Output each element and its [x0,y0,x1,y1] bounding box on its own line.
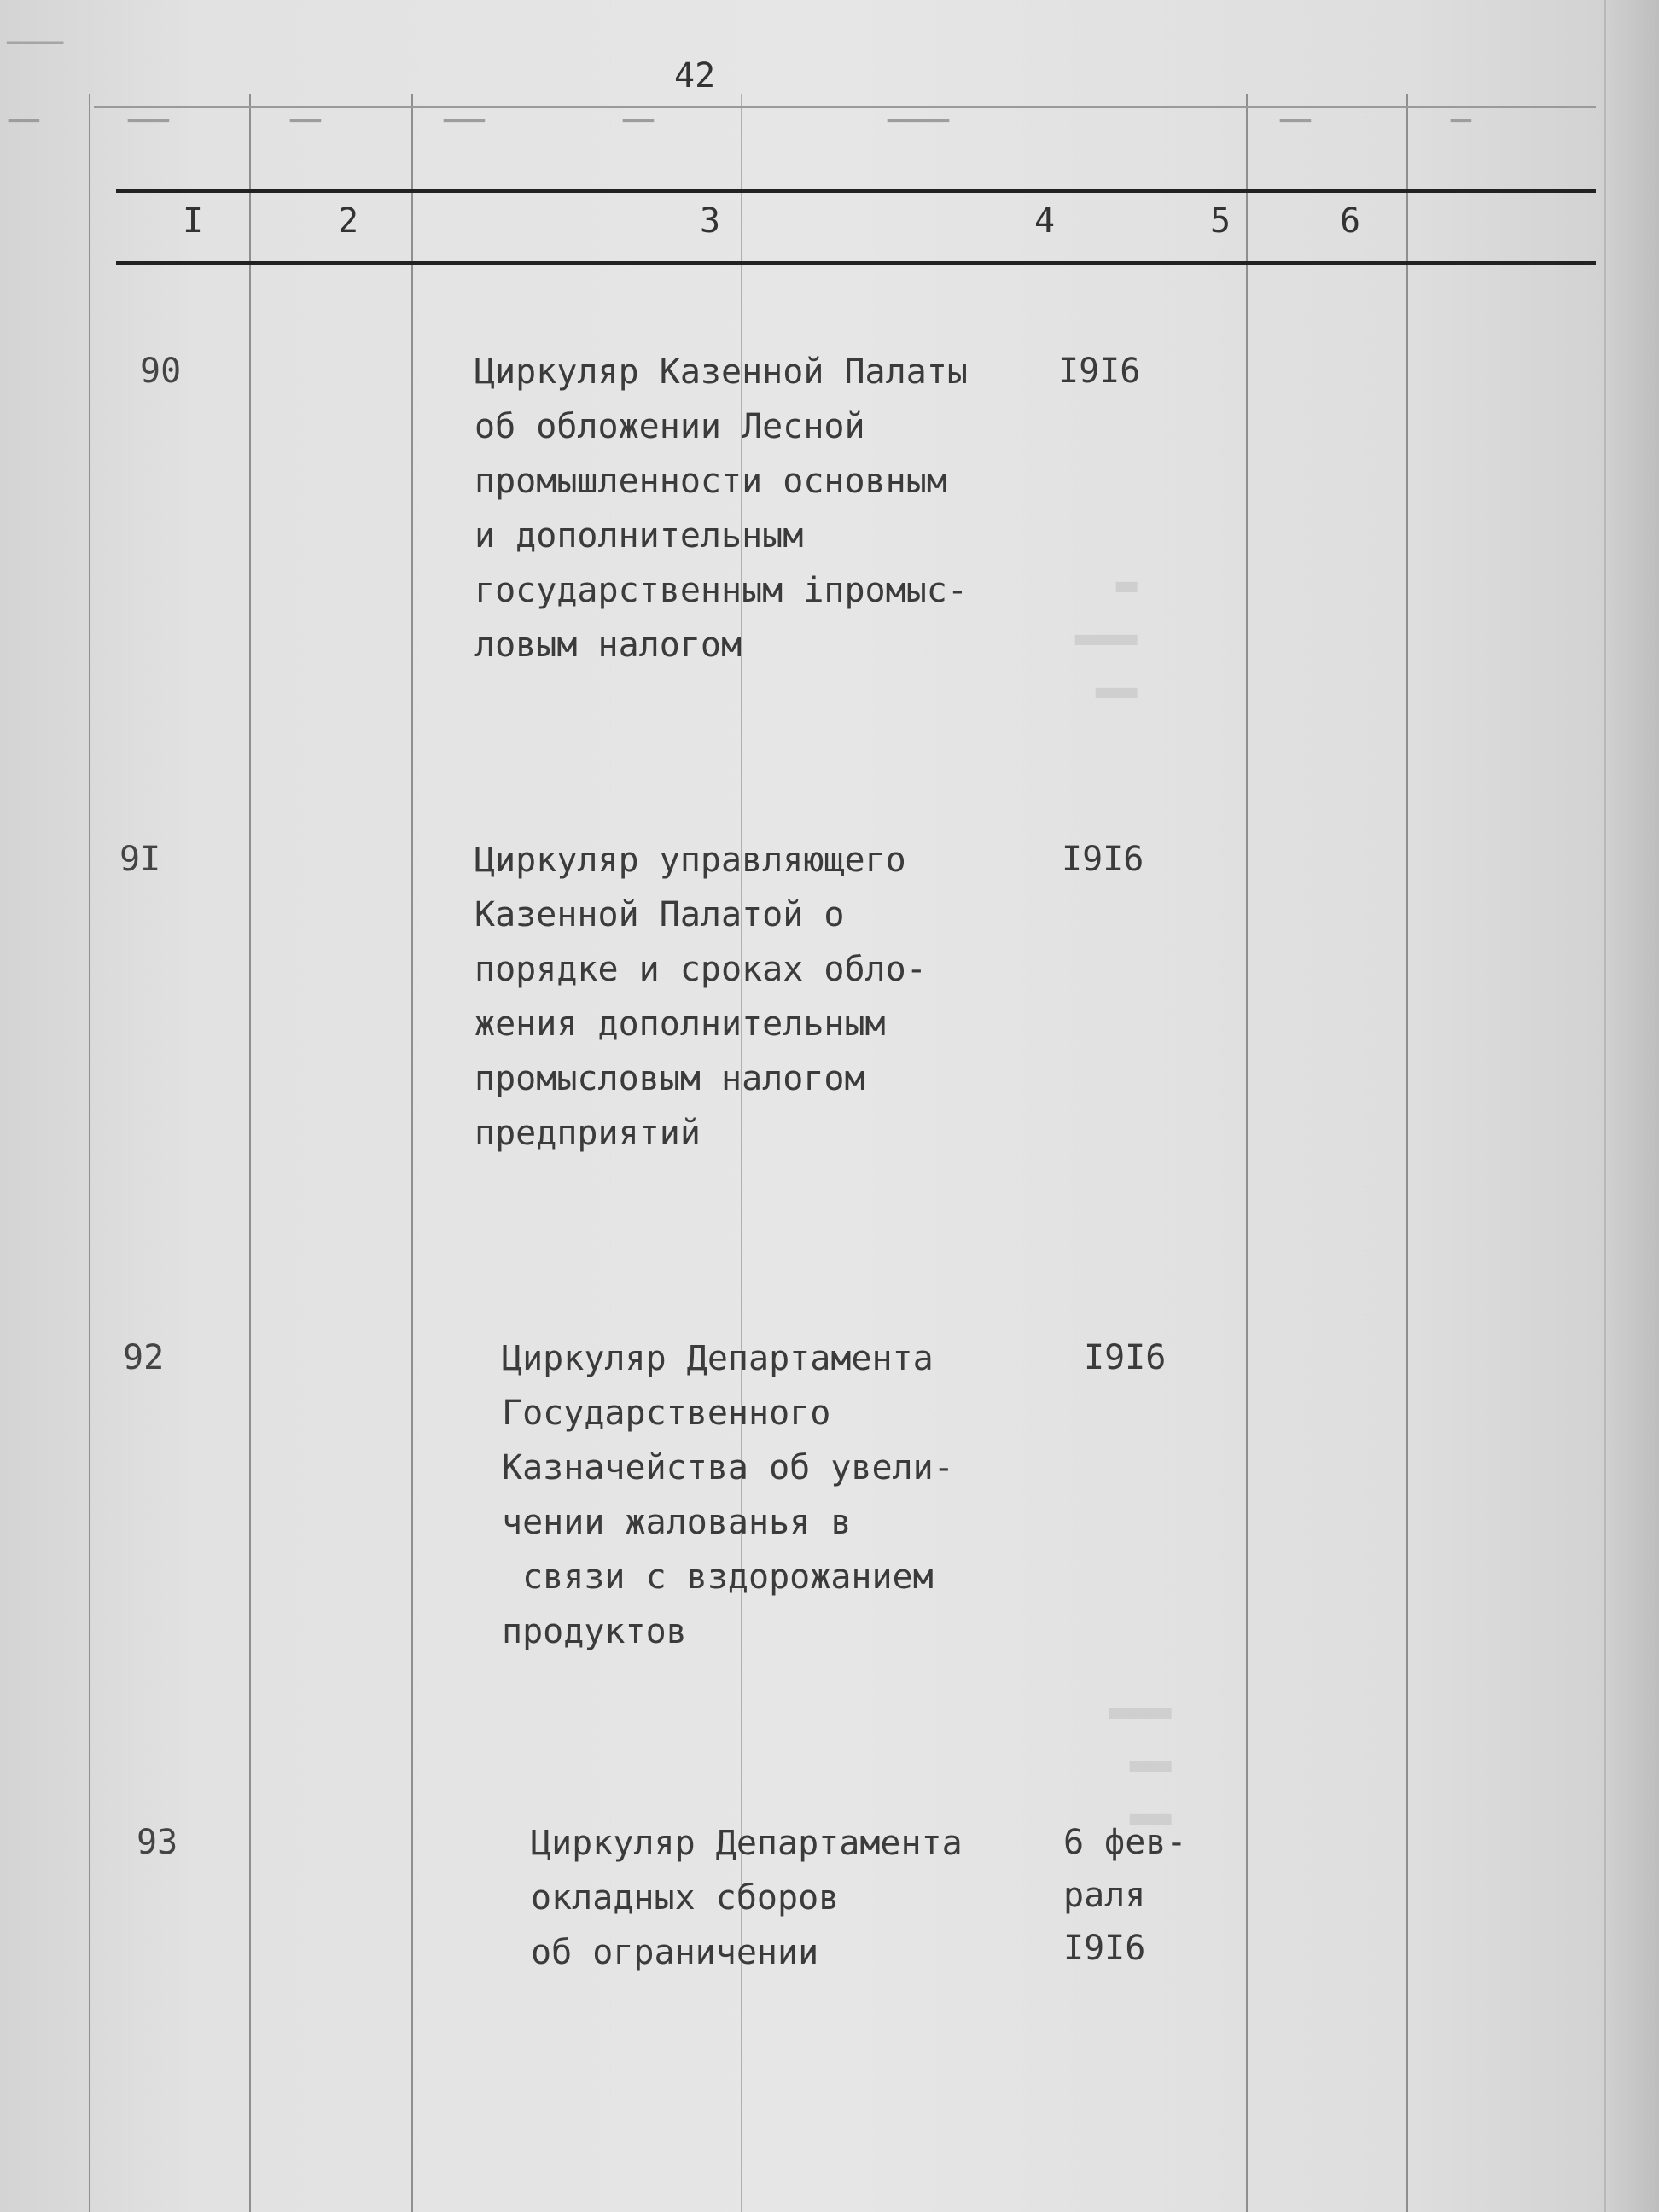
column-number-6: 6 [1340,201,1361,241]
ghost-header-7: ▁▁▁ [1280,119,1312,140]
entry-title: Циркуляр Департамента окладных сборов об ограничении [531,1824,963,1972]
column-number-1: I [183,201,204,241]
entry-date: I9I6 [1058,352,1141,391]
column-rule-1 [89,94,90,2212]
ghost-header-2: ▁▁▁▁ [128,119,170,140]
column-number-3: 3 [700,201,721,241]
bleed-through-2: ▂▂▂ ▂▂ ▂▂ [1109,1679,1172,1825]
entry-title: Циркуляр Департамента Государственного Казначейства об увели- чении жалованья в связи с вздорожанием продуктов [502,1339,954,1651]
column-number-4: 4 [1034,201,1056,241]
entry-number: 93 [137,1823,178,1862]
entry-date: 6 фев- раля I9I6 [1063,1823,1187,1968]
bleed-through-1: ▂ ▂▂▂ ▂▂ [1075,553,1138,698]
header-rule-upper [116,189,1596,193]
column-rule-5 [1406,94,1408,2212]
entry-title: Циркуляр Казенной Палаты об обложении Лесной промышленности основным и дополнительным государственным iпромыс- ловым налогом [474,352,968,665]
entry-title: Циркуляр управляющего Казенной Палатой о порядке и сроках обло- жения дополнительным промысловым налогом предприятий [474,841,927,1153]
ghost-header-3: ▁▁▁ [290,119,322,140]
entry-number: 9I [119,840,161,879]
entry-date: I9I6 [1084,1338,1167,1377]
column-rule-2 [249,94,251,2212]
header-rule-top [94,106,1596,108]
entry-number: 92 [123,1338,165,1377]
ghost-header-4: ▁▁▁▁ [444,119,486,140]
adjacent-page-edge [1604,0,1659,2212]
column-rule-4 [1246,94,1248,2212]
column-rule-3 [411,94,413,2212]
entry-number: 90 [140,352,182,391]
ghost-header-5: ▁▁▁ [623,119,655,140]
header-rule-lower [116,261,1596,265]
ghost-header-1: ▁▁▁ [9,119,40,140]
page-number: 42 [674,56,716,96]
column-number-2: 2 [338,201,359,241]
ghost-header-8: ▁▁ [1451,119,1472,140]
column-number-5: 5 [1210,201,1231,241]
ghost-form-label: ▁▁▁▁▁ [7,41,64,62]
ghost-header-6: ▁▁▁▁▁▁ [888,119,950,140]
entry-date: I9I6 [1062,840,1144,879]
